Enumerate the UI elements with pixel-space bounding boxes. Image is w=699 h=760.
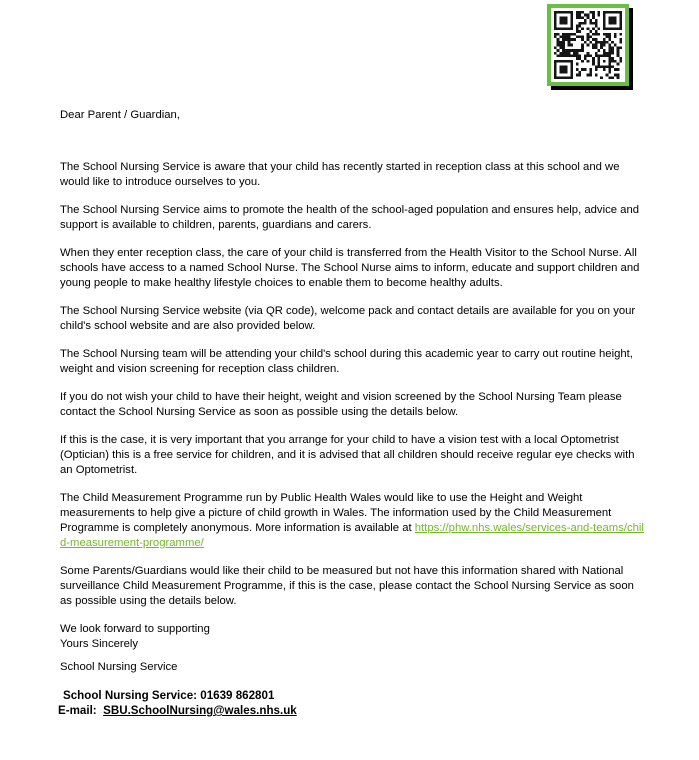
paragraph-aims: The School Nursing Service aims to promote the health of the school-aged population and ensures help, advice and support is available to children, parents, guardians and carers. [60, 204, 640, 231]
contact-footer [58, 688, 648, 718]
qr-code [547, 4, 629, 86]
email-label: E-mail: [58, 704, 97, 717]
paragraph-screening: The School Nursing team will be attending your child's school during this academic year to carry out routine height, weight and vision screening for reception class children. [60, 348, 633, 375]
salutation: Dear Parent / Guardian, [60, 109, 180, 121]
paragraph-data-sharing: Some Parents/Guardians would like their child to be measured but not have this information shared with National surveillance Child Measurement Programme, if this is the case, please contact the School Nursing Service as soon as possible using the details below. [60, 565, 634, 607]
signature: School Nursing Service [60, 661, 178, 673]
paragraph-optometrist: If this is the case, it is very important that you arrange for your child to have a vision test with a local Optometrist (Optician) this is a free service for children, and it is advised that all children should receive regular eye checks with an Optometrist. [60, 434, 635, 476]
paragraph-opt-out: If you do not wish your child to have their height, weight and vision screened by the School Nursing Team please contact the School Nursing Service as soon as possible using the details below. [60, 391, 622, 418]
paragraph-website-qr: The School Nursing Service website (via QR code), welcome pack and contact details are available for you on your child's school website and are also provided below. [60, 305, 636, 332]
sign-off [60, 622, 648, 652]
phone-number: 01639 862801 [200, 689, 275, 702]
cmp-programme-link[interactable]: https://phw.nhs.wales/services-and-teams/child-measurement-programme/ [60, 522, 644, 549]
paragraph-intro: The School Nursing Service is aware that your child has recently started in reception class at this school and we would like to introduce ourselves to you. [60, 161, 620, 188]
email-line [58, 703, 648, 718]
sign-off-line-2: Yours Sincerely [60, 638, 139, 650]
email-address-link[interactable]: SBU.SchoolNursing@wales.nhs.uk [103, 704, 297, 717]
phone-line [58, 688, 648, 703]
sign-off-line-1: We look forward to supporting [60, 623, 210, 635]
cmp-text: The Child Measurement Programme run by Public Health Wales would like to use the Height and Weight measurements to help give a picture of child growth in Wales. The information used by the Child Measurement Programme is completely anonymous. More information is available at [60, 492, 612, 534]
phone-label: School Nursing Service: [63, 689, 198, 702]
qr-code-image [554, 11, 622, 79]
paragraph-child-measurement [60, 491, 648, 551]
paragraph-reception-transfer: When they enter reception class, the care of your child is transferred from the Health Visitor to the School Nurse. All schools have access to a named School Nurse. The School Nurse aims to inform, educate and support children and young people to make healthy lifestyle choices to enable them to become healthy adults. [60, 247, 640, 289]
